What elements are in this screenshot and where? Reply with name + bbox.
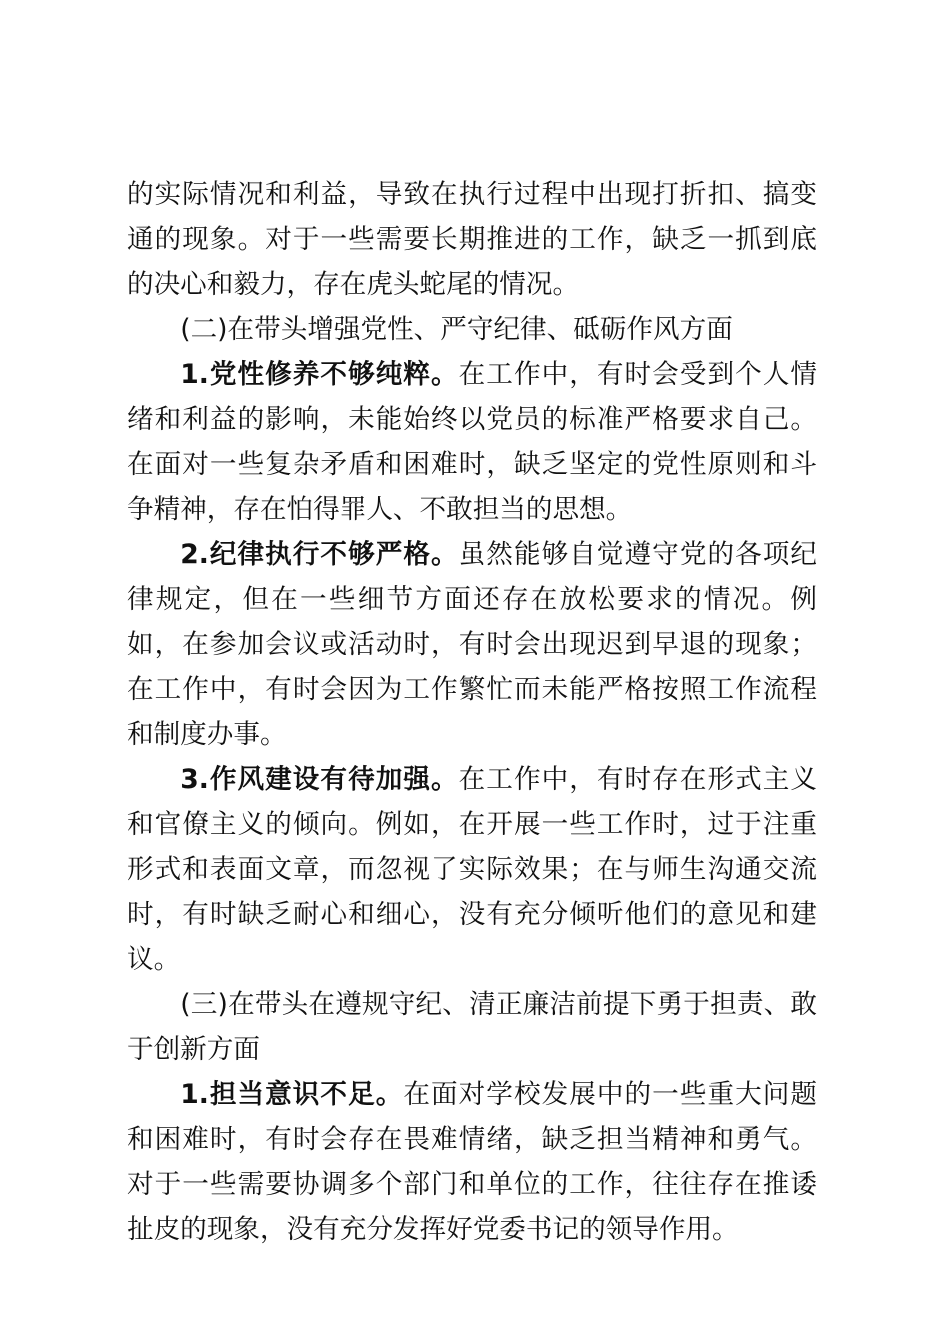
section-heading-2 [127,307,817,352]
section-heading-text: (二)在带头增强党性、严守纪律、砥砺作风方面 [180,314,733,345]
section-heading-text: (三)在带头在遵规守纪、清正廉洁前提下勇于担责、敢于创新方面 [127,989,817,1065]
continuation-paragraph [127,172,817,307]
item-text: 在工作中，有时会受到个人情绪和利益的影响，未能始终以党员的标准严格要求自己。在面对一些复杂矛盾和困难时，缺乏坚定的党性原则和斗争精神，存在怕得罪人、不敢担当的思想。 [127,359,817,525]
list-item [127,532,817,757]
item-lead: 2.纪律执行不够严格。 [180,539,459,570]
list-item [127,1072,817,1252]
item-lead: 3.作风建设有待加强。 [180,764,459,795]
list-item [127,352,817,532]
item-lead: 1.担当意识不足。 [180,1079,404,1110]
document-body [127,172,817,1252]
item-text: 虽然能够自觉遵守党的各项纪律规定，但在一些细节方面还存在放松要求的情况。例如，在参加会议或活动时，有时会出现迟到早退的现象；在工作中，有时会因为工作繁忙而未能严格按照工作流程和制度办事。 [127,539,817,750]
item-text: 在面对学校发展中的一些重大问题和困难时，有时会存在畏难情绪，缺乏担当精神和勇气。对于一些需要协调多个部门和单位的工作，往往存在推诿扯皮的现象，没有充分发挥好党委书记的领导作用。 [127,1079,818,1245]
list-item [127,757,817,982]
item-lead: 1.党性修养不够纯粹。 [180,359,459,390]
item-text: 在工作中，有时存在形式主义和官僚主义的倾向。例如，在开展一些工作时，过于注重形式和表面文章，而忽视了实际效果；在与师生沟通交流时，有时缺乏耐心和细心，没有充分倾听他们的意见和建议。 [127,764,817,975]
paragraph-text: 的实际情况和利益，导致在执行过程中出现打折扣、搞变通的现象。对于一些需要长期推进的工作，缺乏一抓到底的决心和毅力，存在虎头蛇尾的情况。 [127,179,817,300]
section-heading-3 [127,982,817,1072]
